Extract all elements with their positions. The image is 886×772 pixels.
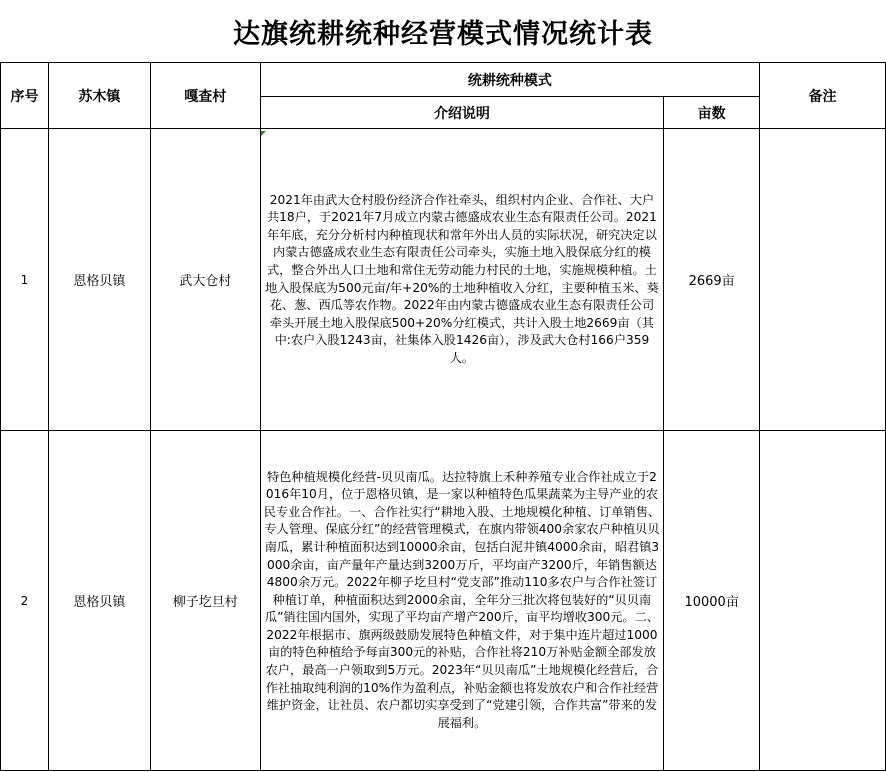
header-intro: 介绍说明 [260,97,664,129]
cell-seq: 2 [1,431,49,771]
statistics-table [0,62,886,771]
header-gacha-village: 嘎查村 [150,63,260,129]
cell-intro: 特色种植规模化经营-贝贝南瓜。达拉特旗上禾种养殖专业合作社成立于2016年10月，位于恩格贝镇，是一家以种植特色瓜果蔬菜为主导产业的农民专业合作社。一、合作社实行“耕地入股、土地规模化种植、订单销售、专人管理、保底分红”的经营管理模式，在旗内带领400余家农户种植贝贝南瓜，累计种植面积达到10000余亩，包括白泥井镇4000余亩，昭君镇3000余亩，亩产量年产量达到3200万斤，平均亩产3200斤，年销售额达4800余万元。2022年柳子圪旦村“党支部”推动110多农户与合作社签订种植订单，种植面积达到2000余亩，全年分三批次将包装好的“贝贝南瓜”销往国内国外，实现了平均亩产增产200斤，亩平均增收300元。二、2022年根据市、旗两级鼓励发展特色种植文件，对于集中连片超过1000亩的特色种植给予每亩300元的补贴，合作社将210万补贴金额全部发放农户，最高一户领取到5万元。2023年“贝贝南瓜”土地规模化经营后，合作社抽取纯利润的10%作为盈利点，补贴金额也将发放农户和合作社经营维护资金，让社员、农户都切实享受到了“党建引领，合作共富”带来的发展福利。 [260,431,664,771]
cell-sumu-town: 恩格贝镇 [48,431,150,771]
cell-remark [760,431,886,771]
cell-gacha-village: 柳子圪旦村 [150,431,260,771]
cell-gacha-village: 武大仓村 [150,129,260,431]
header-seq: 序号 [1,63,49,129]
cell-remark [760,129,886,431]
cell-sumu-town: 恩格贝镇 [48,129,150,431]
cell-seq: 1 [1,129,49,431]
cell-mu: 2669亩 [664,129,760,431]
table-row [1,431,886,771]
cell-mu: 10000亩 [664,431,760,771]
header-sumu-town: 苏木镇 [48,63,150,129]
header-mu: 亩数 [664,97,760,129]
cell-intro: 2021年由武大仓村股份经济合作社牵头，组织村内企业、合作社、大户共18户，于2021年7月成立内蒙古德盛成农业生态有限责任公司。2021年年底，充分分析村内种植现状和常年外出人员的实际状况，研究决定以内蒙古德盛成农业生态有限责任公司牵头，实施土地入股保底分红的模式，整合外出人口土地和常住无劳动能力村民的土地，实施规模种植。土地入股保底为500元亩/年+20%的土地种植收入分红，主要种植玉米、葵花、葱、西瓜等农作物。2022年由内蒙古德盛成农业生态有限责任公司牵头开展土地入股保底500+20%分红模式，共计入股土地2669亩（其中:农户入股1243亩，社集体入股1426亩），涉及武大仓村166户359人。 [260,129,664,431]
header-remark: 备注 [760,63,886,129]
header-mode-group: 统耕统种模式 [260,63,759,97]
table-row [1,129,886,431]
cell-comment-marker [261,131,266,136]
table-title: 达旗统耕统种经营模式情况统计表 [233,18,653,50]
